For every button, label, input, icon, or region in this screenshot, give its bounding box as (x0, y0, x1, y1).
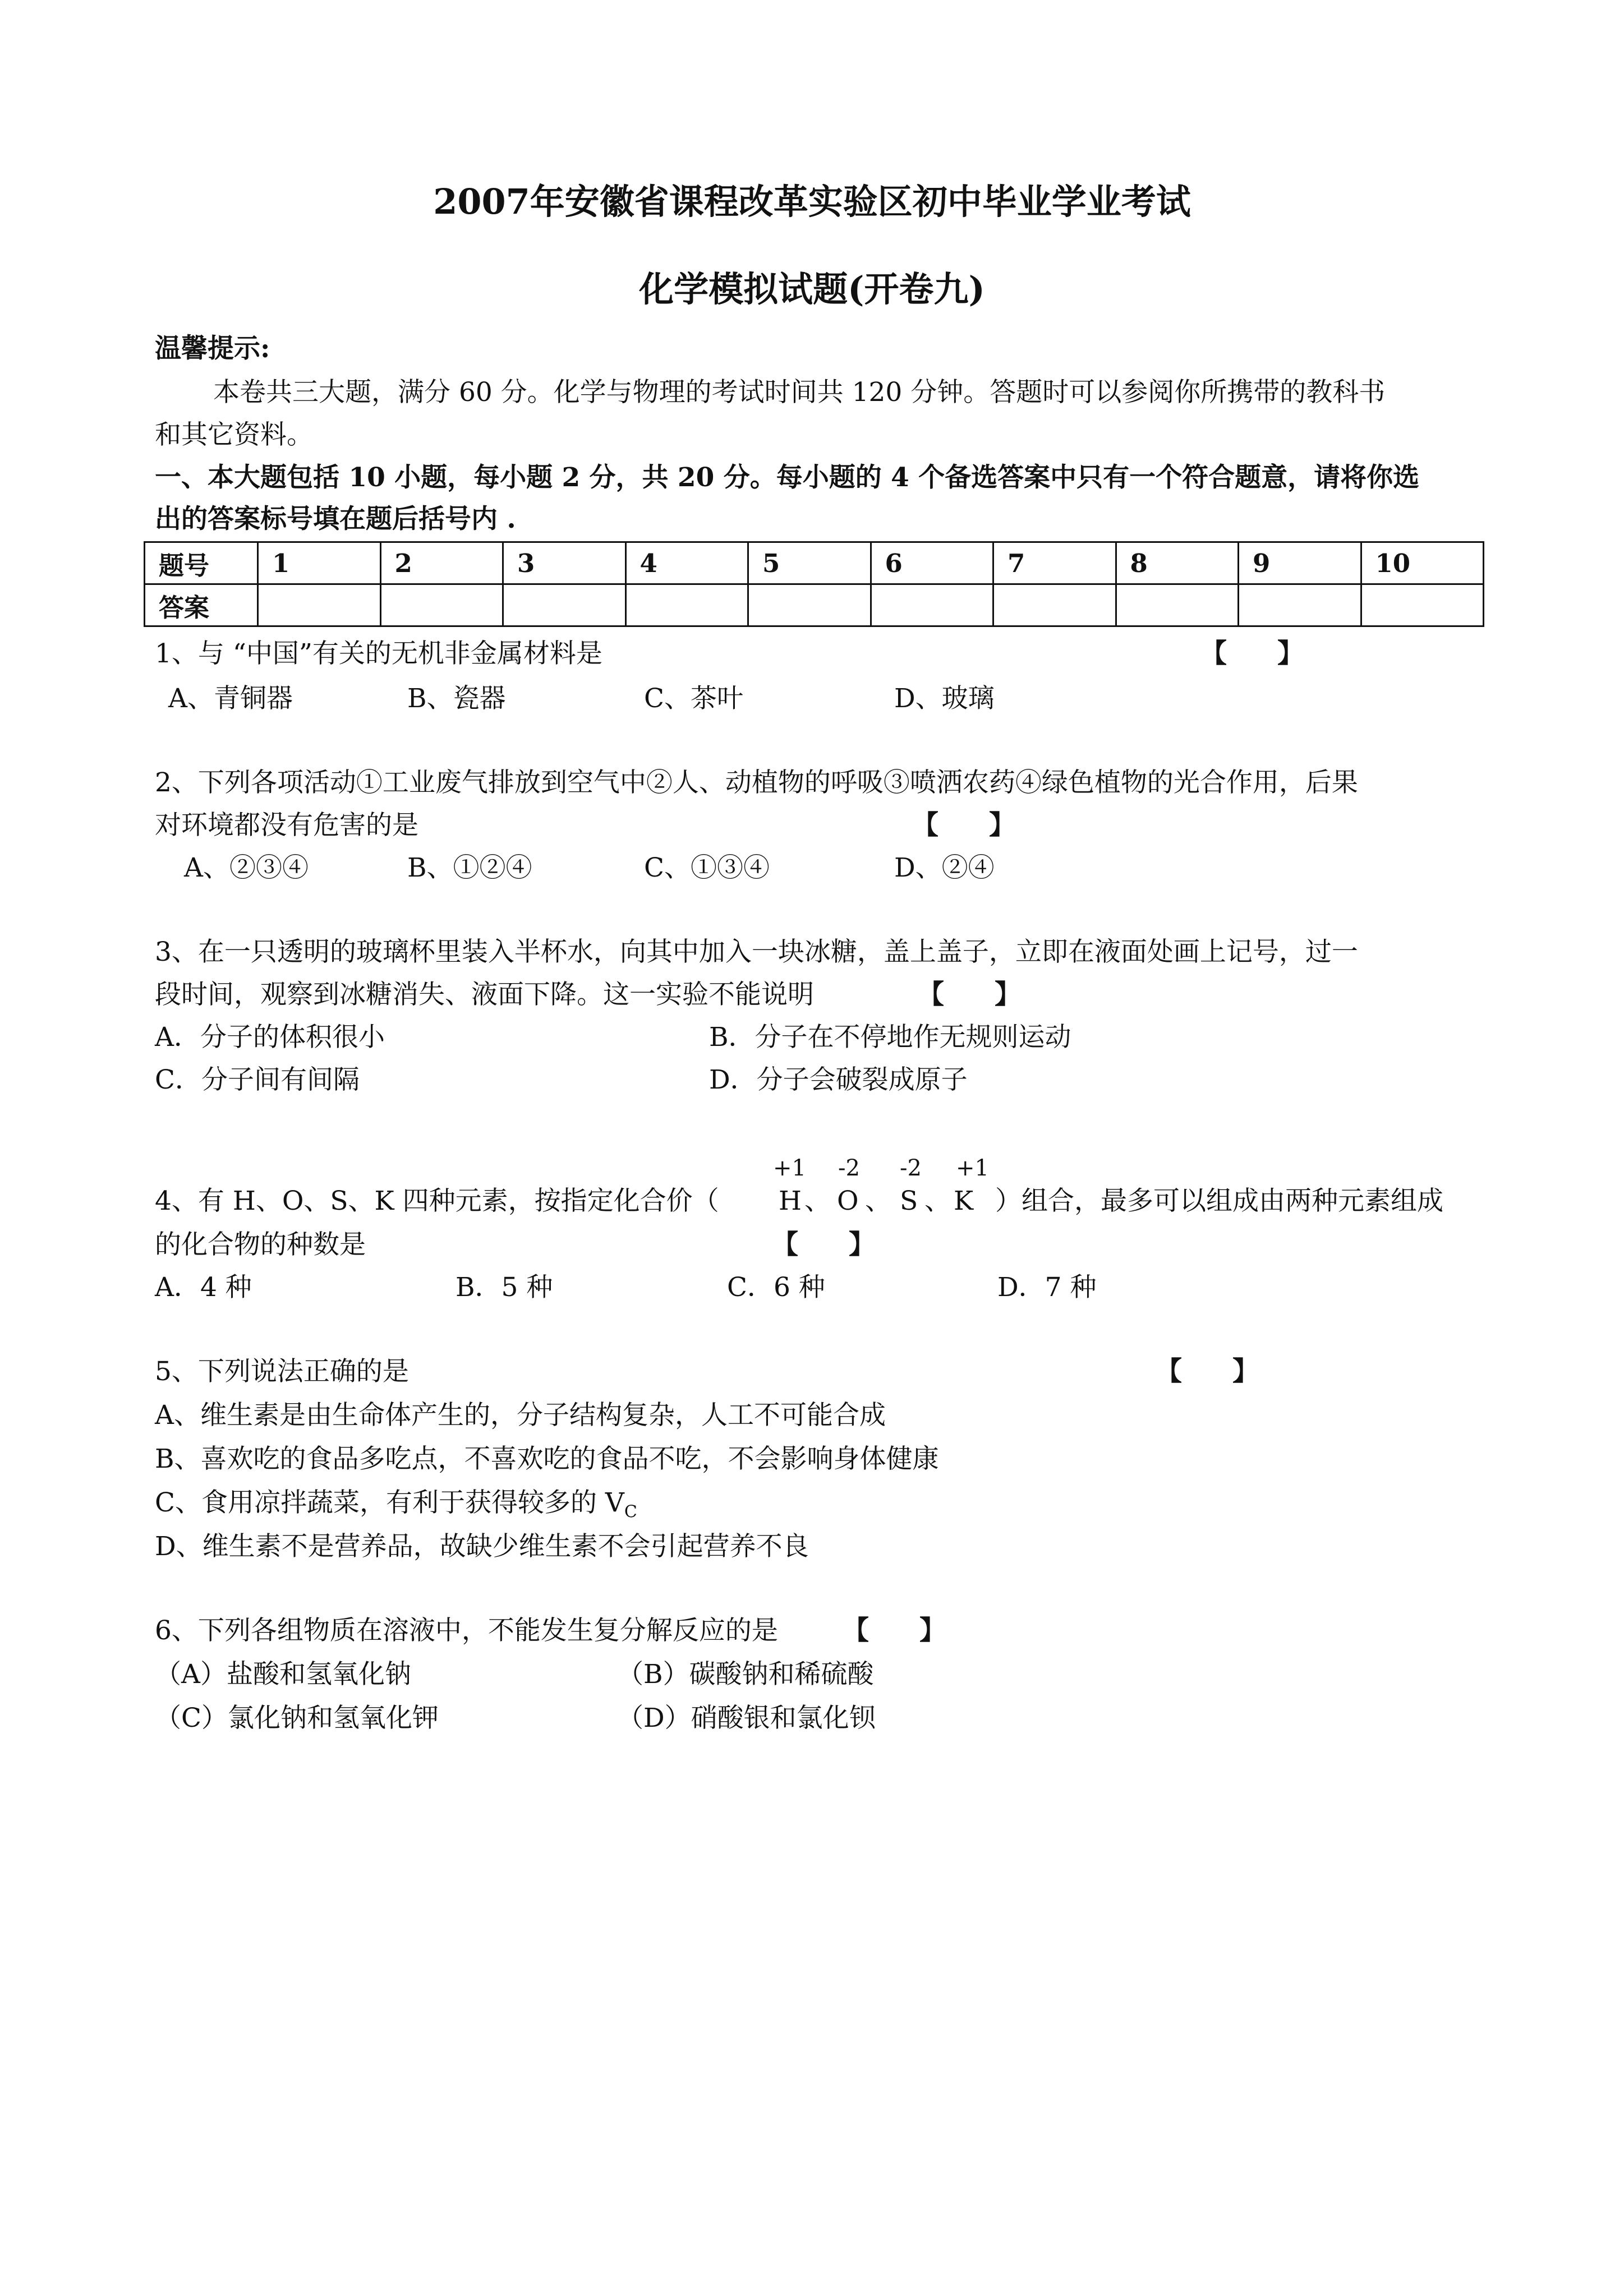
answer-cell[interactable] (625, 584, 748, 626)
question-3-stem-line-1: 3、在一只透明的玻璃杯里装入半杯水，向其中加入一块冰糖，盖上盖子，立即在液面处画上记号，过一 (155, 937, 1358, 967)
question-3-option-a: A．分子的体积很小 (155, 1022, 385, 1053)
question-5-option-a: A、维生素是由生命体产生的，分子结构复杂，人工不可能合成 (155, 1400, 886, 1431)
answer-table-number-row (145, 542, 1484, 584)
answer-cell[interactable] (258, 584, 381, 626)
table-cell-number: 3 (503, 542, 626, 584)
answer-cell[interactable] (1116, 584, 1239, 626)
section-1-instructions-line-2: 出的答案标号填在题后括号内 . (155, 504, 516, 534)
question-5-option-b: B、喜欢吃的食品多吃点，不喜欢吃的食品不吃，不会影响身体健康 (155, 1444, 939, 1474)
symbol-k: K (954, 1186, 974, 1216)
valence-s: -2 (900, 1155, 922, 1181)
question-6-answer-bracket[interactable] (843, 1614, 946, 1648)
question-1-option-c: C、茶叶 (644, 683, 743, 714)
question-3-option-b: B．分子在不停地作无规则运动 (709, 1022, 1071, 1053)
question-4-stem-line-1-end: ）组合，最多可以组成由两种元素组成 (995, 1186, 1443, 1216)
question-2-option-c: C、①③④ (644, 852, 770, 883)
answer-cell[interactable] (993, 584, 1116, 626)
symbol-s: S (900, 1186, 918, 1216)
question-2-stem-line-1: 2、下列各项活动①工业废气排放到空气中②人、动植物的呼吸③喷洒农药④绿色植物的光合作用，后果 (155, 767, 1358, 798)
question-1-option-b: B、瓷器 (407, 683, 506, 714)
question-2-answer-bracket[interactable] (912, 809, 1015, 842)
question-4-option-b: B．5 种 (456, 1272, 553, 1303)
answer-cell[interactable] (380, 584, 503, 626)
question-1-option-d: D、玻璃 (894, 683, 995, 714)
question-2-option-d: D、②④ (894, 852, 995, 883)
question-2-stem-line-2: 对环境都没有危害的是 (155, 810, 418, 841)
question-1-option-a: A、青铜器 (168, 683, 293, 714)
question-4-stem-line-1-start: 4、有 H、O、S、K 四种元素，按指定化合价（ (155, 1186, 719, 1216)
bracket-close: 】 (989, 810, 1015, 841)
question-2-option-b: B、①②④ (407, 852, 532, 883)
bracket-close: 】 (849, 1229, 875, 1260)
answer-table-answer-row (145, 584, 1484, 626)
page-subtitle: 化学模拟试题(开卷九) (639, 269, 985, 310)
question-5-option-c (155, 1486, 637, 1529)
valence-k: +1 (956, 1155, 989, 1181)
bracket-close: 】 (1232, 1356, 1259, 1387)
bracket-open: 【 (772, 1229, 798, 1260)
question-5-stem: 5、下列说法正确的是 (155, 1356, 409, 1387)
question-3-option-d: D．分子会破裂成原子 (709, 1064, 968, 1095)
notice-label: 温馨提示: (155, 333, 270, 364)
question-6-option-d: （D）硝酸银和氯化钡 (617, 1703, 876, 1733)
question-1-answer-bracket[interactable] (1200, 637, 1304, 671)
answer-cell[interactable] (503, 584, 626, 626)
question-6-stem: 6、下列各组物质在溶液中，不能发生复分解反应的是 (155, 1615, 778, 1646)
answer-cell[interactable] (1239, 584, 1361, 626)
page-title: 2007年安徽省课程改革实验区初中毕业学业考试 (433, 181, 1191, 222)
symbol-separator: 、 (804, 1186, 831, 1216)
question-3-option-c: C．分子间有间隔 (155, 1064, 360, 1095)
symbol-h: H (779, 1186, 802, 1216)
question-4-option-a: A．4 种 (155, 1272, 252, 1303)
question-4-option-c: C．6 种 (727, 1272, 825, 1303)
vitamin-c-subscript: C (624, 1502, 637, 1522)
question-6-option-b: （B）碳酸钠和稀硫酸 (617, 1659, 874, 1690)
table-cell-number: 7 (993, 542, 1116, 584)
symbol-o: O (837, 1186, 859, 1216)
table-cell-number: 2 (380, 542, 503, 584)
notice-line-1: 本卷共三大题，满分 60 分。化学与物理的考试时间共 120 分钟。答题时可以参阅你所携带的教科书 (213, 377, 1386, 408)
answer-cell[interactable] (748, 584, 871, 626)
table-cell-number: 1 (258, 542, 381, 584)
question-6-option-c: （C）氯化钠和氢氧化钾 (155, 1703, 439, 1733)
table-cell-number: 6 (871, 542, 993, 584)
table-cell-number: 4 (625, 542, 748, 584)
question-1-stem: 1、与 “中国”有关的无机非金属材料是 (155, 638, 602, 669)
symbol-separator: 、 (865, 1186, 891, 1216)
question-4-option-d: D．7 种 (997, 1272, 1097, 1303)
bracket-open: 【 (912, 810, 938, 841)
notice-line-2: 和其它资料。 (155, 419, 313, 450)
question-4-stem-line-2: 的化合物的种数是 (155, 1229, 366, 1260)
valence-h: +1 (773, 1155, 806, 1181)
bracket-close: 】 (919, 1615, 946, 1646)
bracket-open: 【 (843, 1615, 869, 1646)
table-cell-number: 8 (1116, 542, 1239, 584)
question-3-answer-bracket[interactable] (918, 978, 1021, 1012)
question-2-option-a: A、②③④ (184, 852, 309, 883)
bracket-close: 】 (1277, 638, 1304, 669)
table-cell-number: 9 (1239, 542, 1361, 584)
bracket-open: 【 (918, 979, 944, 1010)
symbol-separator: 、 (924, 1186, 951, 1216)
question-5-option-d: D、维生素不是营养品，故缺少维生素不会引起营养不良 (155, 1531, 809, 1562)
question-5-answer-bracket[interactable] (1156, 1355, 1259, 1389)
answer-table (144, 541, 1484, 627)
section-1-instructions-line-1: 一、本大题包括 10 小题，每小题 2 分，共 20 分。每小题的 4 个备选答案中只有一个符合题意，请将你选 (155, 462, 1420, 493)
question-6-option-a: （A）盐酸和氢氧化钠 (155, 1659, 411, 1690)
question-3-stem-line-2: 段时间，观察到冰糖消失、液面下降。这一实验不能说明 (155, 979, 814, 1010)
table-header-question-number: 题号 (145, 542, 258, 584)
bracket-close: 】 (995, 979, 1021, 1010)
table-header-answer: 答案 (145, 584, 258, 626)
bracket-open: 【 (1200, 638, 1227, 669)
answer-cell[interactable] (1361, 584, 1484, 626)
option-c-text: C、食用凉拌蔬菜，有利于获得较多的 V (155, 1487, 624, 1518)
bracket-open: 【 (1156, 1356, 1182, 1387)
answer-cell[interactable] (871, 584, 993, 626)
table-cell-number: 10 (1361, 542, 1484, 584)
table-cell-number: 5 (748, 542, 871, 584)
valence-o: -2 (838, 1155, 860, 1181)
question-4-answer-bracket[interactable] (772, 1228, 875, 1262)
